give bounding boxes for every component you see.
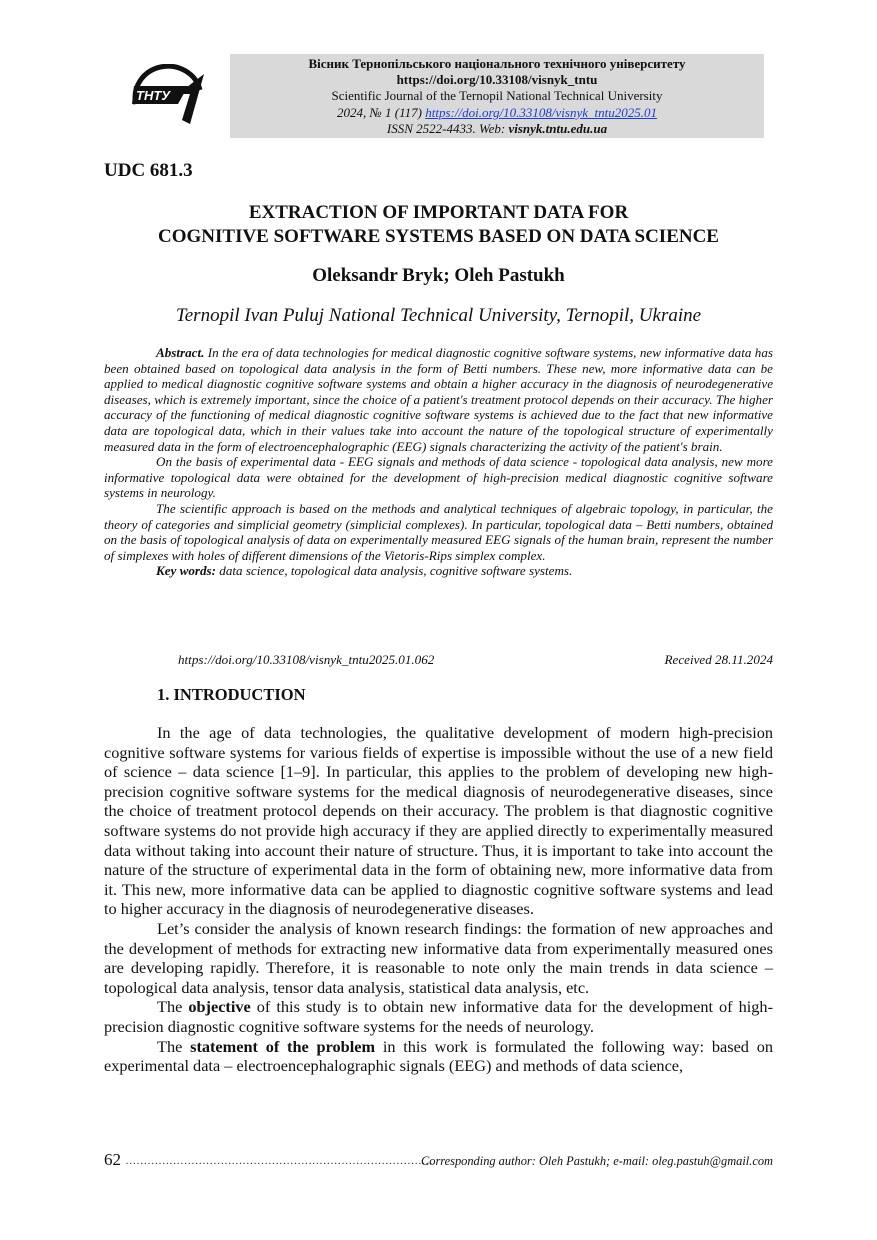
doi-row — [178, 652, 773, 668]
abstract — [104, 345, 773, 579]
journal-doi: https://doi.org/10.33108/visnyk_tntu — [396, 72, 598, 88]
journal-logo — [128, 64, 208, 126]
keywords: Key words: data science, topological data analysis, cognitive software systems. — [156, 563, 573, 579]
issue-doi-link[interactable]: https://doi.org/10.33108/visnyk_tntu2025.01 — [425, 104, 657, 120]
abstract-paragraph: Abstract. In the era of data technologies for medical diagnostic cognitive software systems, new informative data has been obtained based on topological data analysis in the form of Betti numbers. These new, more informative data can be applied to medical diagnostic cognitive software systems and obtain a higher accuracy in the diagnosis of neurodegenerative diseases, which is extremely important, since the choice of a patient's treatment protocol depends on their accuracy. The higher accuracy of the functioning of medical diagnostic cognitive software systems is achieved due to the fact that new informative data are topological data, which in their values take into account the nature of the topological structure of experimentally measured data in the form of electroencephalographic (EEG) signals characterizing the activity of the patient's brain. — [104, 345, 773, 454]
received-date: Received 28.11.2024 — [664, 652, 773, 667]
corresponding-author: Corresponding author: Oleh Pastukh; e-mail: oleg.pastuh@gmail.com — [421, 1154, 773, 1168]
authors: Oleksandr Bryk; Oleh Pastukh — [312, 265, 565, 286]
section-heading: 1. INTRODUCTION — [157, 685, 306, 704]
body-text — [104, 723, 773, 1076]
page-number: 62 — [104, 1150, 121, 1169]
abstract-label: Abstract. — [156, 345, 205, 360]
journal-website: visnyk.tntu.edu.ua — [508, 120, 608, 136]
journal-header — [230, 54, 764, 138]
article-doi[interactable]: https://doi.org/10.33108/visnyk_tntu2025.01.062 — [178, 652, 435, 667]
page-footer — [104, 1150, 773, 1172]
body-paragraph: In the age of data technologies, the qualitative development of modern high-precision cognitive software systems for various fields of expertise is impossible without the use of a new field of science – data science [1–9]. In particular, this applies to the problem of developing new high-precision cognitive software systems for the medical diagnosis of neurodegenerative diseases, since the choice of treatment protocol depends on their accuracy. The problem is that diagnostic cognitive software systems do not provide high accuracy if they are applied directly to experimentally measured data without taking into account their nature of structure. Thus, it is important to take into account the nature of the structure of experimental data in the form of obtaining new, more informative data from it. This new, more informative data can be applied to diagnostic cognitive software systems and lead to higher accuracy in the diagnosis of neurodegenerative diseases. — [104, 723, 773, 919]
issn-line: ISSN 2522-4433. Web: visnyk.tntu.edu.ua — [386, 120, 608, 136]
journal-name-ua: Вісник Тернопільського національного технічного університету — [308, 56, 686, 71]
journal-name-en: Scientific Journal of the Ternopil National Technical University — [331, 88, 663, 104]
body-paragraph: The statement of the problem in this work is formulated the following way: based on experimental data – electroencephalographic signals (EEG) and methods of data science, — [104, 1036, 773, 1076]
abstract-paragraph: On the basis of experimental data - EEG signals and methods of data science - topological data analysis, new more informative topological data were obtained for the development of high-precision medical diagnostic cognitive software systems in neurology. — [104, 454, 773, 501]
footer-dots: ………………………………………………………………………… — [126, 1155, 434, 1167]
body-paragraph: Let’s consider the analysis of known research findings: the formation of new approaches and the development of methods for extracting new informative data from experimentally measured ones are developing rapidly. Therefore, it is reasonable to note only the main trends in data science – topological data analysis, tensor data analysis, statistical data analysis, etc. — [104, 918, 773, 997]
abstract-paragraph: The scientific approach is based on the methods and analytical techniques of algebraic topology, in particular, the theory of categories and simplicial geometry (simplicial complexes). In particular, topological data – Betti numbers, obtained on the basis of topological analysis of data on experimentally measured EEG signals of the human brain, represent the number of simplexes with holes of different dimensions of the Vietoris-Rips simplex complex. — [104, 500, 773, 563]
issue-line: 2024, № 1 (117) https://doi.org/10.33108/visnyk_tntu2025.01 — [337, 104, 657, 120]
affiliation: Ternopil Ivan Puluj National Technical University, Ternopil, Ukraine — [175, 305, 702, 326]
paper-title: EXTRACTION OF IMPORTANT DATA FOR COGNITIVE SOFTWARE SYSTEMS BASED ON DATA SCIENCE — [158, 202, 719, 247]
body-paragraph: The objective of this study is to obtain new informative data for the development of high-precision diagnostic cognitive software systems for the needs of neurology. — [104, 997, 773, 1036]
udc-code: UDC 681.3 — [104, 160, 193, 181]
logo-text: ТНТУ — [136, 88, 171, 103]
